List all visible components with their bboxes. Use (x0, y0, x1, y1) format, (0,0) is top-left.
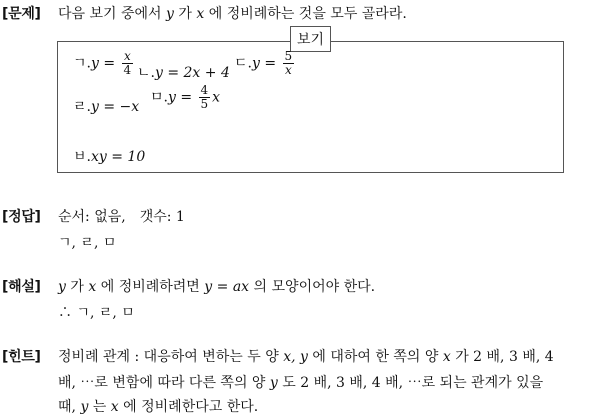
hint-line-1: 정비례 관계 : 대응하여 변하는 두 양 x, y 에 대하여 한 쪽의 양 x 가 2 배, 3 배, 4 (58, 349, 554, 365)
choice-b: ㄴ.y = 2x + 4 (137, 65, 230, 81)
hint-line-2: 배, ⋯로 변함에 따라 다른 쪽의 양 y 도 2 배, 3 배, 4 배, ⋯로 되는 관계가 있을 (58, 375, 544, 391)
explanation-tag: [해설] (2, 279, 41, 295)
problem-tag: [문제] (2, 6, 41, 22)
answer-line-1: 순서: 없음, 갯수: 1 (58, 209, 185, 225)
choice-c: ㄷ.y = $\frac{5}{x}$ (234, 49, 293, 77)
hint-line-3: 때, y 는 x 에 정비례한다고 한다. (58, 399, 259, 415)
fraction: $\frac{x}{4}$ (123, 49, 132, 77)
choice-d: ㄹ.y = −x (73, 99, 140, 115)
answer-line-2: ㄱ, ㄹ, ㅁ (58, 235, 117, 251)
fraction: $\frac{4}{5}$ (200, 83, 209, 111)
explanation-line-2: ∴ ㄱ, ㄹ, ㅁ (58, 305, 135, 321)
hint-tag: [힌트] (2, 349, 41, 365)
problem-text: 다음 보기 중에서 y 가 x 에 정비례하는 것을 모두 골라라. (58, 6, 407, 22)
choices-box-title: 보기 (290, 26, 331, 52)
choice-e: ㅁ.y = $\frac{4}{5}$ x (150, 83, 221, 111)
choice-f: ㅂ.xy = 10 (73, 149, 146, 165)
explanation-line-1: y 가 x 에 정비례하려면 y = ax 의 모양이어야 한다. (58, 279, 376, 295)
choice-a: ㄱ.y = $\frac{x}{4}$ (73, 49, 132, 77)
answer-tag: [정답] (2, 209, 41, 225)
fraction: $\frac{5}{x}$ (284, 49, 293, 77)
